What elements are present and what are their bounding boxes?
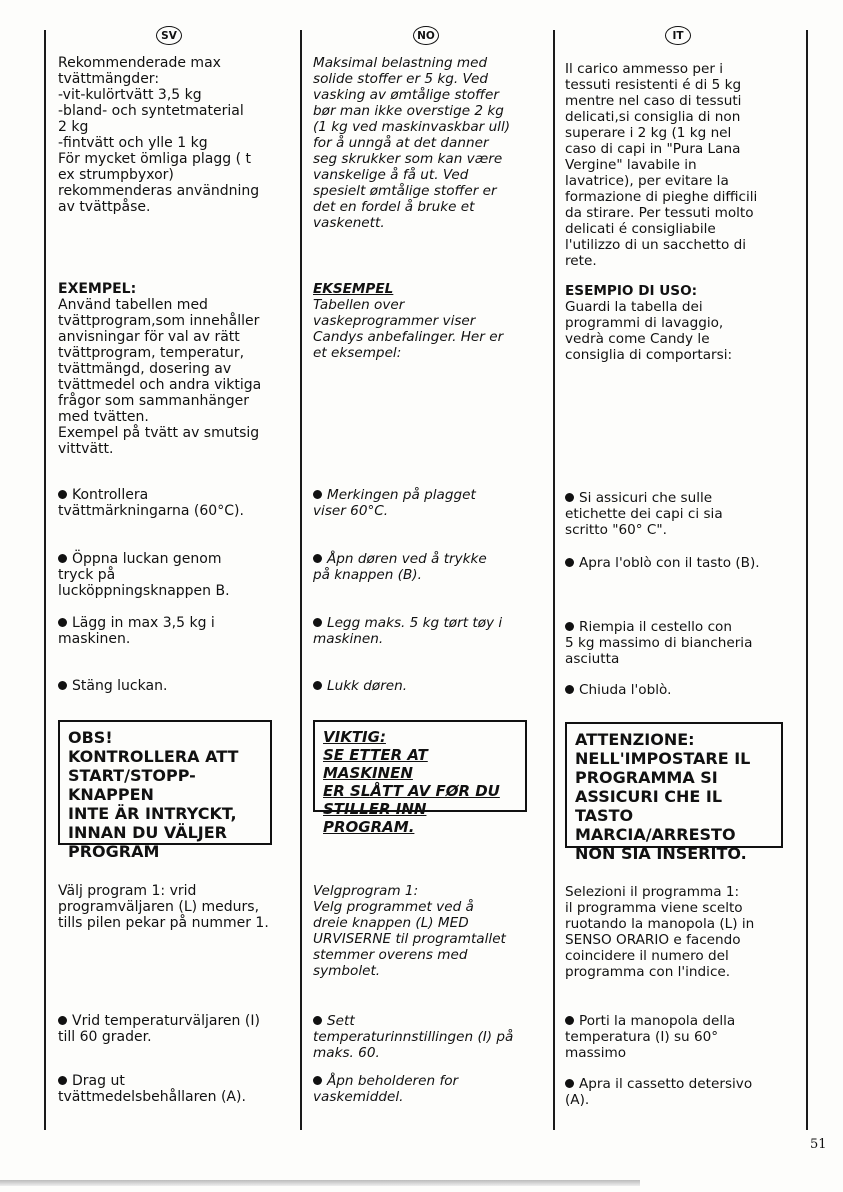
bullet-item-no-5: Sett temperaturinnstillingen (I) på maks. 60. [313, 1013, 514, 1061]
bullet-icon [565, 493, 574, 502]
warning-box-it: ATTENZIONE: NELL'IMPOSTARE IL PROGRAMMA SI ASSICURI CHE IL TASTO MARCIA/ARRESTO NON SIA INSERITO. [565, 722, 783, 848]
program-text-it: Selezioni il programma 1: il programma viene scelto ruotando la manopola (L) in SENSO ORARIO e facendo coincidere il numero del programma con l'indice. [565, 884, 755, 980]
intro-text-no: Maksimal belastning med solide stoffer er 5 kg. Ved vasking av ømtålige stoffer bør man ikke overstige 2 kg (1 kg ved maskinvaskbar ull) for å unngå at det danner seg skrukker som kan være vanskelige å få ut. Ved spesielt ømtålige stoffer er det en fordel å bruke et vaskenett. [313, 55, 511, 231]
bullet-item-sv-2: Öppna luckan genom tryck på lucköppningsknappen B. [58, 551, 230, 599]
column-norwegian [313, 0, 547, 1192]
bullet-icon [565, 1079, 574, 1088]
bottom-scan-edge [0, 1180, 640, 1186]
bullet-item-it-4: Chiuda l'oblò. [565, 682, 671, 698]
bullet-icon [313, 554, 322, 563]
column-rule-mid-right [553, 30, 555, 1130]
intro-text-it: Il carico ammesso per i tessuti resistenti é di 5 kg mentre nel caso di tessuti delicati,si consiglia di non superare i 2 kg (1 kg nel caso di capi in "Pura Lana Vergine" lavabile in lavatrice), per evitare la formazione di pieghe difficili da stirare. Per tessuti molto delicati é consigliabile l'utilizzo di un sacchetto di rete. [565, 61, 758, 269]
bullet-item-sv-1: Kontrollera tvättmärkningarna (60°C). [58, 487, 244, 519]
bullet-item-sv-6: Drag ut tvättmedelsbehållaren (A). [58, 1073, 246, 1105]
intro-text-sv: Rekommenderade max tvättmängder: -vit-kulörtvätt 3,5 kg -bland- och syntetmaterial 2 kg -fintvätt och ylle 1 kg För mycket ömliga plagg ( t ex strumpbyxor) rekommenderas användning av tvättpåse. [58, 55, 260, 215]
bullet-icon [313, 1076, 322, 1085]
program-text-sv: Välj program 1: vrid programväljaren (L) medurs, tills pilen pekar på nummer 1. [58, 883, 269, 931]
column-rule-right [806, 30, 808, 1130]
column-swedish [58, 0, 294, 1192]
bullet-icon [58, 1016, 67, 1025]
example-text-it: Guardi la tabella dei programmi di lavaggio, vedrà come Candy le consiglia di comportarsi: [565, 299, 733, 363]
bullet-item-no-3: Legg maks. 5 kg tørt tøy i maskinen. [313, 615, 503, 647]
bullet-icon [565, 685, 574, 694]
bullet-icon [565, 558, 574, 567]
bullet-item-it-1: Si assicuri che sulle etichette dei capi ci sia scritto "60° C". [565, 490, 723, 538]
bullet-icon [313, 618, 322, 627]
bullet-item-it-6: Apra il cassetto detersivo (A). [565, 1076, 753, 1108]
warning-box-no: VIKTIG: SE ETTER AT MASKINEN ER SLÅTT AV FØR DU STILLER INN PROGRAM. [313, 720, 527, 812]
example-heading-no: EKSEMPEL [313, 281, 394, 297]
bullet-item-no-1: Merkingen på plagget viser 60°C. [313, 487, 476, 519]
language-badge-it: IT [665, 26, 691, 45]
bullet-item-sv-4: Stäng luckan. [58, 678, 167, 694]
bullet-item-no-6: Åpn beholderen for vaskemiddel. [313, 1073, 459, 1105]
program-text-no: Velgprogram 1: Velg programmet ved å dreie knappen (L) MED URVISERNE til programtallet stemmer overens med symbolet. [313, 883, 506, 979]
bullet-icon [313, 681, 322, 690]
bullet-icon [58, 618, 67, 627]
bullet-icon [58, 681, 67, 690]
bullet-icon [58, 1076, 67, 1085]
example-heading-it: ESEMPIO DI USO: [565, 283, 698, 299]
bullet-icon [58, 554, 67, 563]
language-badge-sv: SV [156, 26, 182, 45]
column-italian [565, 0, 800, 1192]
bullet-item-sv-5: Vrid temperaturväljaren (I) till 60 grader. [58, 1013, 260, 1045]
bullet-item-sv-3: Lägg in max 3,5 kg i maskinen. [58, 615, 215, 647]
bullet-icon [313, 490, 322, 499]
language-badge-no: NO [413, 26, 439, 45]
bullet-item-it-2: Apra l'oblò con il tasto (B). [565, 555, 760, 571]
bullet-item-it-5: Porti la manopola della temperatura (I) su 60° massimo [565, 1013, 736, 1061]
bullet-icon [58, 490, 67, 499]
column-rule-mid-left [300, 30, 302, 1130]
bullet-icon [313, 1016, 322, 1025]
bullet-item-no-2: Åpn døren ved å trykke på knappen (B). [313, 551, 487, 583]
warning-box-sv: OBS! KONTROLLERA ATT START/STOPP-KNAPPEN INTE ÄR INTRYCKT, INNAN DU VÄLJER PROGRAM [58, 720, 272, 845]
page-number: 51 [810, 1137, 827, 1152]
example-heading-sv: EXEMPEL: [58, 281, 137, 297]
column-rule-left [44, 30, 46, 1130]
bullet-icon [565, 1016, 574, 1025]
example-text-sv: Använd tabellen med tvättprogram,som innehåller anvisningar för val av rätt tvättprogram, temperatur, tvättmängd, dosering av tvättmedel och andra viktiga frågor som sammanhänger med tvätten. Exempel på tvätt av smutsig vittvätt. [58, 297, 262, 457]
bullet-icon [565, 622, 574, 631]
bullet-item-it-3: Riempia il cestello con 5 kg massimo di biancheria asciutta [565, 619, 753, 667]
example-text-no: Tabellen over vaskeprogrammer viser Candys anbefalinger. Her er et eksempel: [313, 297, 504, 361]
bullet-item-no-4: Lukk døren. [313, 678, 407, 694]
